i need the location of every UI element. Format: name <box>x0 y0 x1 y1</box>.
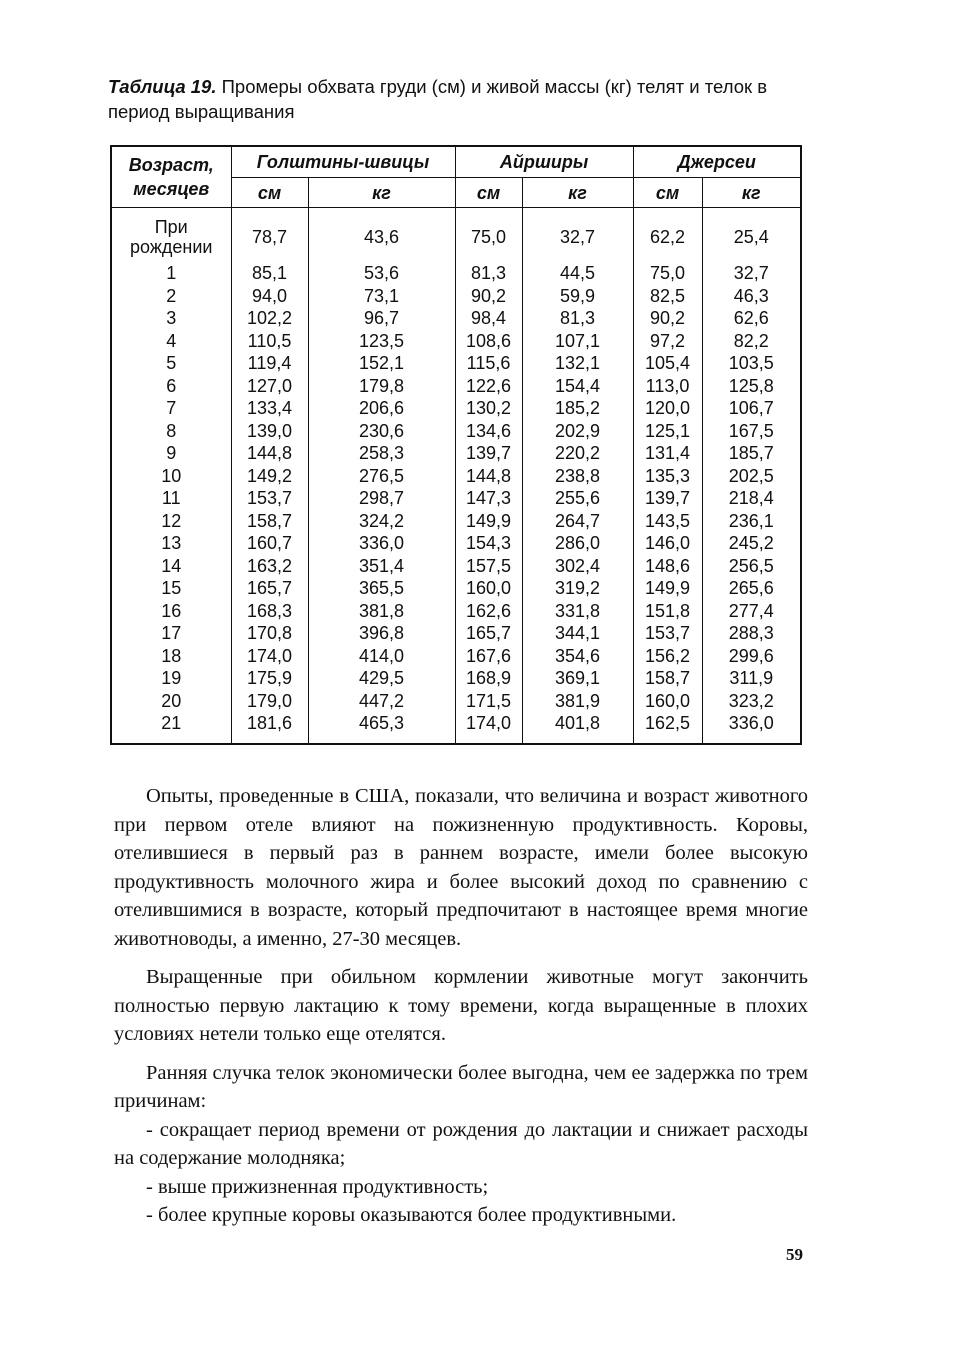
value-cell: 174,0 <box>231 645 308 668</box>
value-cell: 168,3 <box>231 600 308 623</box>
value-cell: 351,4 <box>308 555 455 578</box>
value-cell: 143,5 <box>633 510 702 533</box>
value-cell: 286,0 <box>522 532 633 555</box>
value-cell: 429,5 <box>308 667 455 690</box>
age-cell: 19 <box>111 667 231 690</box>
value-cell: 144,8 <box>231 442 308 465</box>
age-cell: 6 <box>111 375 231 398</box>
value-cell: 78,7 <box>231 208 308 263</box>
value-cell: 236,1 <box>702 510 801 533</box>
value-cell: 82,2 <box>702 330 801 353</box>
value-cell: 156,2 <box>633 645 702 668</box>
table-row <box>111 442 801 465</box>
table-row <box>111 690 801 713</box>
table-body <box>111 208 801 744</box>
value-cell: 264,7 <box>522 510 633 533</box>
age-cell: 10 <box>111 465 231 488</box>
value-cell: 163,2 <box>231 555 308 578</box>
table-caption-text: Промеры обхвата груди (см) и живой массы (кг) телят и телок в период выращивания <box>108 76 768 122</box>
value-cell: 344,1 <box>522 622 633 645</box>
value-cell: 179,0 <box>231 690 308 713</box>
table-row <box>111 712 801 744</box>
value-cell: 206,6 <box>308 397 455 420</box>
value-cell: 181,6 <box>231 712 308 744</box>
value-cell: 277,4 <box>702 600 801 623</box>
age-cell: 8 <box>111 420 231 443</box>
value-cell: 32,7 <box>702 262 801 285</box>
value-cell: 146,0 <box>633 532 702 555</box>
value-cell: 108,6 <box>455 330 522 353</box>
group-header: Айрширы <box>455 146 633 178</box>
body-text <box>114 782 808 1230</box>
unit-header: кг <box>308 178 455 208</box>
table-row <box>111 510 801 533</box>
value-cell: 132,1 <box>522 352 633 375</box>
table-row <box>111 330 801 353</box>
value-cell: 97,2 <box>633 330 702 353</box>
value-cell: 107,1 <box>522 330 633 353</box>
value-cell: 401,8 <box>522 712 633 744</box>
value-cell: 299,6 <box>702 645 801 668</box>
value-cell: 168,9 <box>455 667 522 690</box>
list-item: - сокращает период времени от рождения до лактации и снижает расходы на содержание молодняка; <box>114 1118 808 1169</box>
value-cell: 75,0 <box>455 208 522 263</box>
value-cell: 154,4 <box>522 375 633 398</box>
value-cell: 62,2 <box>633 208 702 263</box>
value-cell: 396,8 <box>308 622 455 645</box>
table-row <box>111 307 801 330</box>
value-cell: 152,1 <box>308 352 455 375</box>
age-header-line2: месяцев <box>133 179 210 199</box>
value-cell: 105,4 <box>633 352 702 375</box>
value-cell: 102,2 <box>231 307 308 330</box>
value-cell: 94,0 <box>231 285 308 308</box>
age-cell <box>111 208 231 263</box>
value-cell: 134,6 <box>455 420 522 443</box>
value-cell: 81,3 <box>455 262 522 285</box>
value-cell: 447,2 <box>308 690 455 713</box>
value-cell: 160,7 <box>231 532 308 555</box>
value-cell: 324,2 <box>308 510 455 533</box>
value-cell: 218,4 <box>702 487 801 510</box>
value-cell: 179,8 <box>308 375 455 398</box>
value-cell: 465,3 <box>308 712 455 744</box>
value-cell: 53,6 <box>308 262 455 285</box>
table-row <box>111 262 801 285</box>
value-cell: 245,2 <box>702 532 801 555</box>
unit-header: кг <box>522 178 633 208</box>
age-cell: 15 <box>111 577 231 600</box>
table-row <box>111 555 801 578</box>
value-cell: 125,1 <box>633 420 702 443</box>
value-cell: 323,2 <box>702 690 801 713</box>
list-item: - выше прижизненная продуктивность; <box>146 1175 489 1198</box>
unit-header: см <box>231 178 308 208</box>
value-cell: 157,5 <box>455 555 522 578</box>
value-cell: 162,5 <box>633 712 702 744</box>
table-row <box>111 208 801 263</box>
table-caption <box>108 74 808 124</box>
value-cell: 85,1 <box>231 262 308 285</box>
unit-header: кг <box>702 178 801 208</box>
value-cell: 288,3 <box>702 622 801 645</box>
value-cell: 154,3 <box>455 532 522 555</box>
list-item: - более крупные коровы оказываются более продуктивными. <box>146 1204 677 1226</box>
value-cell: 167,6 <box>455 645 522 668</box>
value-cell: 319,2 <box>522 577 633 600</box>
age-cell: 21 <box>111 712 231 744</box>
age-cell: 20 <box>111 690 231 713</box>
value-cell: 238,8 <box>522 465 633 488</box>
value-cell: 336,0 <box>308 532 455 555</box>
table-row <box>111 465 801 488</box>
table-label: Таблица 19. <box>108 76 217 97</box>
value-cell: 381,9 <box>522 690 633 713</box>
age-cell: 11 <box>111 487 231 510</box>
value-cell: 75,0 <box>633 262 702 285</box>
value-cell: 62,6 <box>702 307 801 330</box>
value-cell: 149,9 <box>455 510 522 533</box>
paragraph: Ранняя случка телок экономически более выгодна, чем ее задержка по трем причинам: <box>114 1061 808 1112</box>
value-cell: 122,6 <box>455 375 522 398</box>
value-cell: 133,4 <box>231 397 308 420</box>
value-cell: 331,8 <box>522 600 633 623</box>
value-cell: 123,5 <box>308 330 455 353</box>
value-cell: 160,0 <box>455 577 522 600</box>
group-header: Джерсеи <box>633 146 801 178</box>
value-cell: 125,8 <box>702 375 801 398</box>
age-cell: 17 <box>111 622 231 645</box>
age-header <box>111 146 231 208</box>
age-cell: 2 <box>111 285 231 308</box>
value-cell: 170,8 <box>231 622 308 645</box>
age-cell: 1 <box>111 262 231 285</box>
group-header: Голштины-швицы <box>231 146 455 178</box>
value-cell: 139,7 <box>633 487 702 510</box>
value-cell: 90,2 <box>455 285 522 308</box>
value-cell: 230,6 <box>308 420 455 443</box>
value-cell: 115,6 <box>455 352 522 375</box>
value-cell: 171,5 <box>455 690 522 713</box>
value-cell: 369,1 <box>522 667 633 690</box>
value-cell: 162,6 <box>455 600 522 623</box>
age-cell: 5 <box>111 352 231 375</box>
table-row <box>111 645 801 668</box>
page-number: 59 <box>786 1245 803 1264</box>
value-cell: 119,4 <box>231 352 308 375</box>
measurements-table <box>110 145 802 745</box>
value-cell: 336,0 <box>702 712 801 744</box>
age-cell: 7 <box>111 397 231 420</box>
value-cell: 25,4 <box>702 208 801 263</box>
value-cell: 158,7 <box>231 510 308 533</box>
value-cell: 96,7 <box>308 307 455 330</box>
value-cell: 185,2 <box>522 397 633 420</box>
value-cell: 149,2 <box>231 465 308 488</box>
table-row <box>111 577 801 600</box>
age-label-line1: При <box>154 217 188 237</box>
value-cell: 311,9 <box>702 667 801 690</box>
value-cell: 153,7 <box>633 622 702 645</box>
value-cell: 160,0 <box>633 690 702 713</box>
age-label-line2: рождении <box>130 237 213 257</box>
age-cell: 9 <box>111 442 231 465</box>
value-cell: 110,5 <box>231 330 308 353</box>
value-cell: 113,0 <box>633 375 702 398</box>
value-cell: 135,3 <box>633 465 702 488</box>
value-cell: 220,2 <box>522 442 633 465</box>
table-row <box>111 397 801 420</box>
age-cell: 14 <box>111 555 231 578</box>
table-row <box>111 667 801 690</box>
unit-header: см <box>633 178 702 208</box>
value-cell: 127,0 <box>231 375 308 398</box>
value-cell: 258,3 <box>308 442 455 465</box>
value-cell: 131,4 <box>633 442 702 465</box>
value-cell: 103,5 <box>702 352 801 375</box>
value-cell: 46,3 <box>702 285 801 308</box>
value-cell: 139,7 <box>455 442 522 465</box>
value-cell: 32,7 <box>522 208 633 263</box>
value-cell: 276,5 <box>308 465 455 488</box>
table-row <box>111 285 801 308</box>
value-cell: 90,2 <box>633 307 702 330</box>
value-cell: 365,5 <box>308 577 455 600</box>
age-header-line1: Возраст, <box>128 155 214 175</box>
value-cell: 414,0 <box>308 645 455 668</box>
value-cell: 174,0 <box>455 712 522 744</box>
value-cell: 130,2 <box>455 397 522 420</box>
value-cell: 144,8 <box>455 465 522 488</box>
age-cell: 13 <box>111 532 231 555</box>
value-cell: 298,7 <box>308 487 455 510</box>
age-cell: 3 <box>111 307 231 330</box>
value-cell: 81,3 <box>522 307 633 330</box>
value-cell: 354,6 <box>522 645 633 668</box>
value-cell: 255,6 <box>522 487 633 510</box>
value-cell: 139,0 <box>231 420 308 443</box>
unit-header: см <box>455 178 522 208</box>
table-row <box>111 532 801 555</box>
value-cell: 265,6 <box>702 577 801 600</box>
value-cell: 381,8 <box>308 600 455 623</box>
value-cell: 43,6 <box>308 208 455 263</box>
table-row <box>111 352 801 375</box>
value-cell: 202,5 <box>702 465 801 488</box>
value-cell: 302,4 <box>522 555 633 578</box>
value-cell: 148,6 <box>633 555 702 578</box>
value-cell: 165,7 <box>455 622 522 645</box>
value-cell: 98,4 <box>455 307 522 330</box>
value-cell: 151,8 <box>633 600 702 623</box>
value-cell: 256,5 <box>702 555 801 578</box>
age-cell: 12 <box>111 510 231 533</box>
value-cell: 44,5 <box>522 262 633 285</box>
value-cell: 158,7 <box>633 667 702 690</box>
value-cell: 106,7 <box>702 397 801 420</box>
value-cell: 149,9 <box>633 577 702 600</box>
age-cell: 18 <box>111 645 231 668</box>
table-row <box>111 487 801 510</box>
age-cell: 16 <box>111 600 231 623</box>
value-cell: 82,5 <box>633 285 702 308</box>
value-cell: 165,7 <box>231 577 308 600</box>
table-row <box>111 600 801 623</box>
table-row <box>111 420 801 443</box>
value-cell: 153,7 <box>231 487 308 510</box>
value-cell: 167,5 <box>702 420 801 443</box>
table-row <box>111 622 801 645</box>
value-cell: 59,9 <box>522 285 633 308</box>
paragraph: Опыты, проведенные в США, показали, что величина и возраст животного при первом отеле влияют на пожизненную продуктивность. Коровы, отелившиеся в первый раз в раннем возрасте, имели более высокую продуктивность молочного жира и более высокий доход по сравнению с отелившимися в возрасте, который предпочитают в настоящее время многие животноводы, а именно, 27-30 месяцев. <box>114 785 808 950</box>
paragraph: Выращенные при обильном кормлении животные могут закончить полностью первую лактацию к тому времени, когда выращенные в плохих условиях нетели только еще отелятся. <box>114 966 808 1045</box>
table-row <box>111 375 801 398</box>
value-cell: 73,1 <box>308 285 455 308</box>
value-cell: 120,0 <box>633 397 702 420</box>
value-cell: 185,7 <box>702 442 801 465</box>
value-cell: 175,9 <box>231 667 308 690</box>
value-cell: 202,9 <box>522 420 633 443</box>
age-cell: 4 <box>111 330 231 353</box>
value-cell: 147,3 <box>455 487 522 510</box>
